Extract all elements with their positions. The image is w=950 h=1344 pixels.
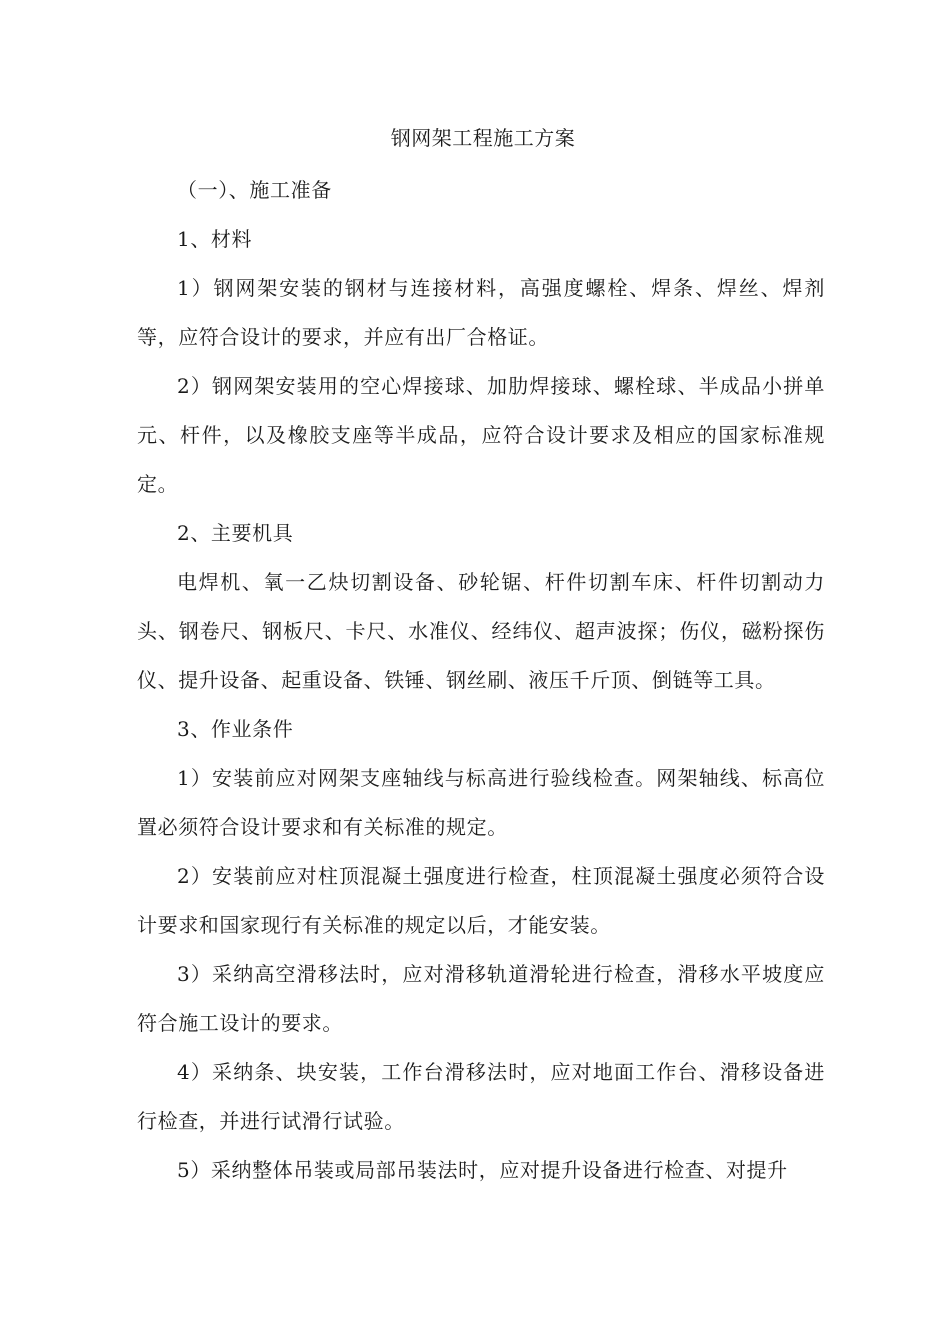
paragraph-condition-4: 4）采纳条、块安装，工作台滑移法时，应对地面工作台、滑移设备进行检查，并进行试滑行试验。 bbox=[137, 1060, 825, 1133]
document-body bbox=[137, 166, 825, 1195]
subheading-materials: 1、材料 bbox=[177, 227, 253, 251]
paragraph-tools-list: 电焊机、氧一乙炔切割设备、砂轮锯、杆件切割车床、杆件切割动力头、钢卷尺、钢板尺、卡尺、水准仪、经纬仪、超声波探；伤仪，磁粉探伤仪、提升设备、起重设备、铁锤、钢丝刷、液压千斤顶、倒链等工具。 bbox=[137, 570, 825, 692]
subheading-work-conditions: 3、作业条件 bbox=[177, 717, 294, 741]
subheading-main-tools: 2、主要机具 bbox=[177, 521, 294, 545]
paragraph-materials-2: 2）钢网架安装用的空心焊接球、加肋焊接球、螺栓球、半成品小拼单元、杆件，以及橡胶支座等半成品，应符合设计要求及相应的国家标准规定。 bbox=[137, 374, 825, 496]
paragraph-condition-5: 5）采纳整体吊装或局部吊装法时，应对提升设备进行检查、对提升 bbox=[177, 1158, 788, 1182]
paragraph-condition-2: 2）安装前应对柱顶混凝土强度进行检查，柱顶混凝土强度必须符合设计要求和国家现行有关标准的规定以后，才能安装。 bbox=[137, 864, 825, 937]
paragraph-materials-1: 1）钢网架安装的钢材与连接材料，高强度螺栓、焊条、焊丝、焊剂等，应符合设计的要求，并应有出厂合格证。 bbox=[137, 276, 825, 349]
paragraph-condition-3: 3）采纳高空滑移法时，应对滑移轨道滑轮进行检查，滑移水平坡度应符合施工设计的要求。 bbox=[137, 962, 825, 1035]
paragraph-condition-1: 1）安装前应对网架支座轴线与标高进行验线检查。网架轴线、标高位置必须符合设计要求和有关标准的规定。 bbox=[137, 766, 825, 839]
document-title: 钢网架工程施工方案 bbox=[390, 126, 576, 150]
section-heading-preparation: （一）、施工准备 bbox=[177, 178, 332, 202]
